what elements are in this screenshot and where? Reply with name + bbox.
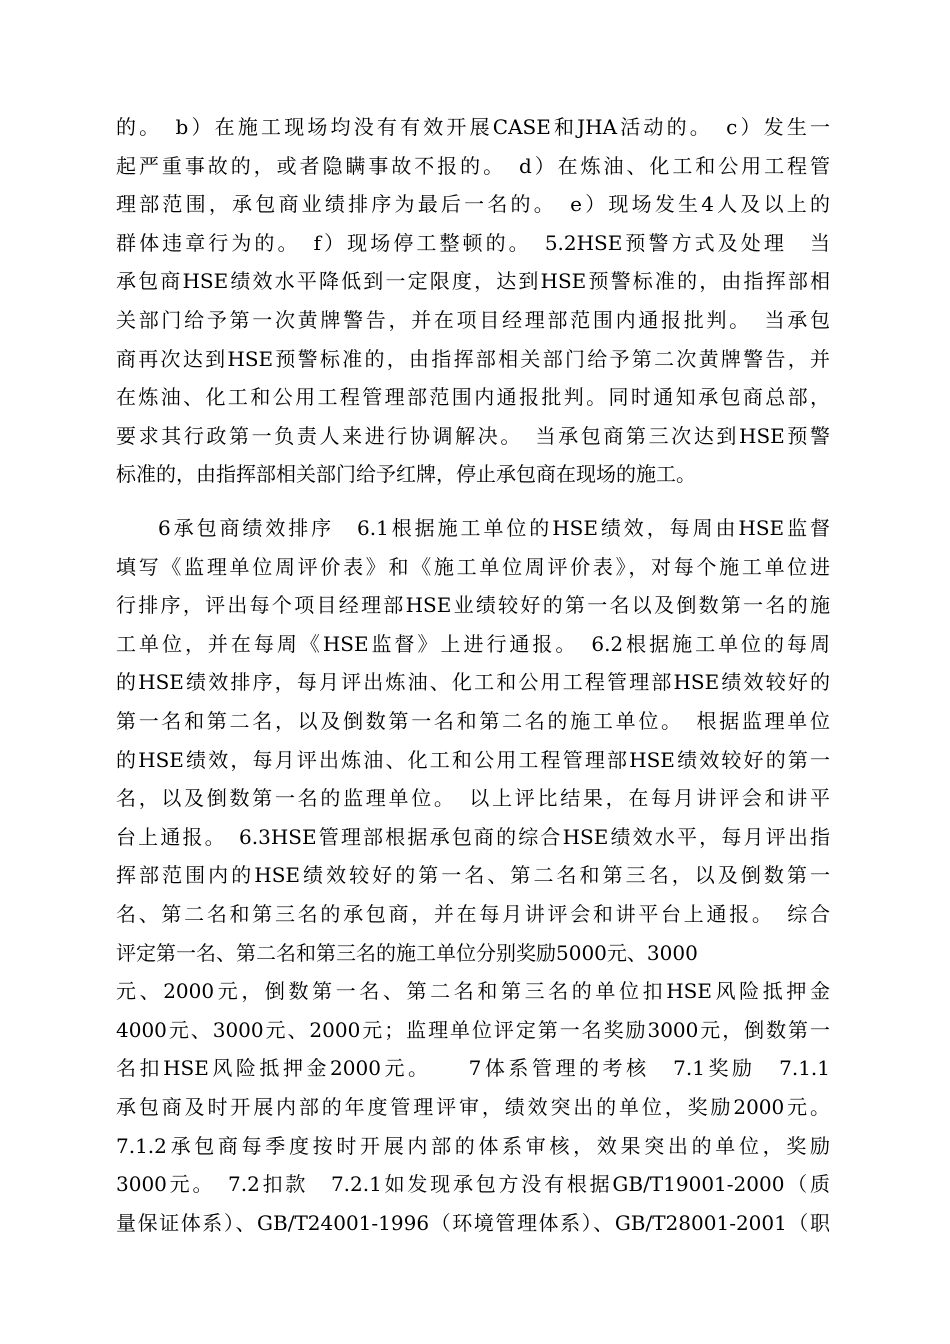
text-line: 行排序，评出每个项目经理部HSE业绩较好的第一名以及倒数第一名的施 [116, 593, 830, 618]
text-line: 商再次达到HSE预警标准的，由指挥部相关部门给予第二次黄牌警告，并 [116, 346, 830, 371]
text-line: 6承包商绩效排序 6.1根据施工单位的HSE绩效，每周由HSE监督 [158, 516, 830, 540]
text-line: 填写《监理单位周评价表》和《施工单位周评价表》，对每个施工单位进 [116, 554, 830, 579]
text-line: 在炼油、化工和公用工程管理部范围内通报批判。同时通知承包商总部， [116, 385, 830, 410]
text-line: 工单位，并在每周《HSE监督》上进行通报。 6.2根据施工单位的每周 [116, 631, 830, 656]
text-line: 理部范围，承包商业绩排序为最后一名的。 e）现场发生4人及以上的 [116, 192, 830, 217]
text-line: 3000元。 7.2扣款 7.2.1如发现承包方没有根据GB/T19001-2000（质 [116, 1172, 830, 1197]
text-line: 4000元、3000元、2000元；监理单位评定第一名奖励3000元，倒数第一 [116, 1017, 830, 1042]
text-line: 的。 b）在施工现场均没有有效开展CASE和JHA活动的。 c）发生一 [116, 115, 830, 139]
text-line: 元、2000元，倒数第一名、第二名和第三名的单位扣HSE风险抵押金 [116, 979, 830, 1004]
paragraph-hse-warning [116, 108, 830, 494]
text-line: 量保证体系）、GB/T24001-1996（环境管理体系）、GB/T28001-2001（职 [116, 1210, 830, 1235]
paragraph-contractor-ranking [116, 509, 830, 1242]
text-line: 名，以及倒数第一名的监理单位。 以上评比结果，在每月讲评会和讲平 [116, 786, 830, 811]
text-line: 的HSE绩效排序，每月评出炼油、化工和公用工程管理部HSE绩效较好的 [116, 670, 830, 695]
text-line: 7.1.2承包商每季度按时开展内部的体系审核，效果突出的单位，奖励 [116, 1133, 830, 1158]
text-line: 挥部范围内的HSE绩效较好的第一名、第二名和第三名，以及倒数第一 [116, 863, 830, 888]
text-line: 标准的，由指挥部相关部门给予红牌，停止承包商在现场的施工。 [116, 462, 696, 487]
text-line: 关部门给予第一次黄牌警告，并在项目经理部范围内通报批判。 当承包 [116, 307, 830, 332]
text-line: 名扣HSE风险抵押金2000元。 7体系管理的考核 7.1奖励 7.1.1 [116, 1056, 830, 1081]
text-line: 的HSE绩效，每月评出炼油、化工和公用工程管理部HSE绩效较好的第一 [116, 747, 830, 772]
text-line: 第一名和第二名，以及倒数第一名和第二名的施工单位。 根据监理单位 [116, 708, 830, 733]
text-line: 承包商HSE绩效水平降低到一定限度，达到HSE预警标准的，由指挥部相 [116, 269, 830, 294]
text-line: 承包商及时开展内部的年度管理评审，绩效突出的单位，奖励2000元。 [116, 1094, 830, 1119]
text-line: 名、第二名和第三名的承包商，并在每月讲评会和讲平台上通报。 综合 [116, 901, 830, 926]
text-line: 群体违章行为的。 f）现场停工整顿的。 5.2HSE预警方式及处理 当 [116, 230, 830, 255]
text-line: 台上通报。 6.3HSE管理部根据承包商的综合HSE绩效水平，每月评出指 [116, 824, 830, 849]
text-line: 要求其行政第一负责人来进行协调解决。 当承包商第三次达到HSE预警 [116, 423, 830, 448]
text-line: 起严重事故的，或者隐瞒事故不报的。 d）在炼油、化工和公用工程管 [116, 153, 830, 178]
text-line: 评定第一名、第二名和第三名的施工单位分别奖励5000元、3000 [116, 940, 698, 965]
